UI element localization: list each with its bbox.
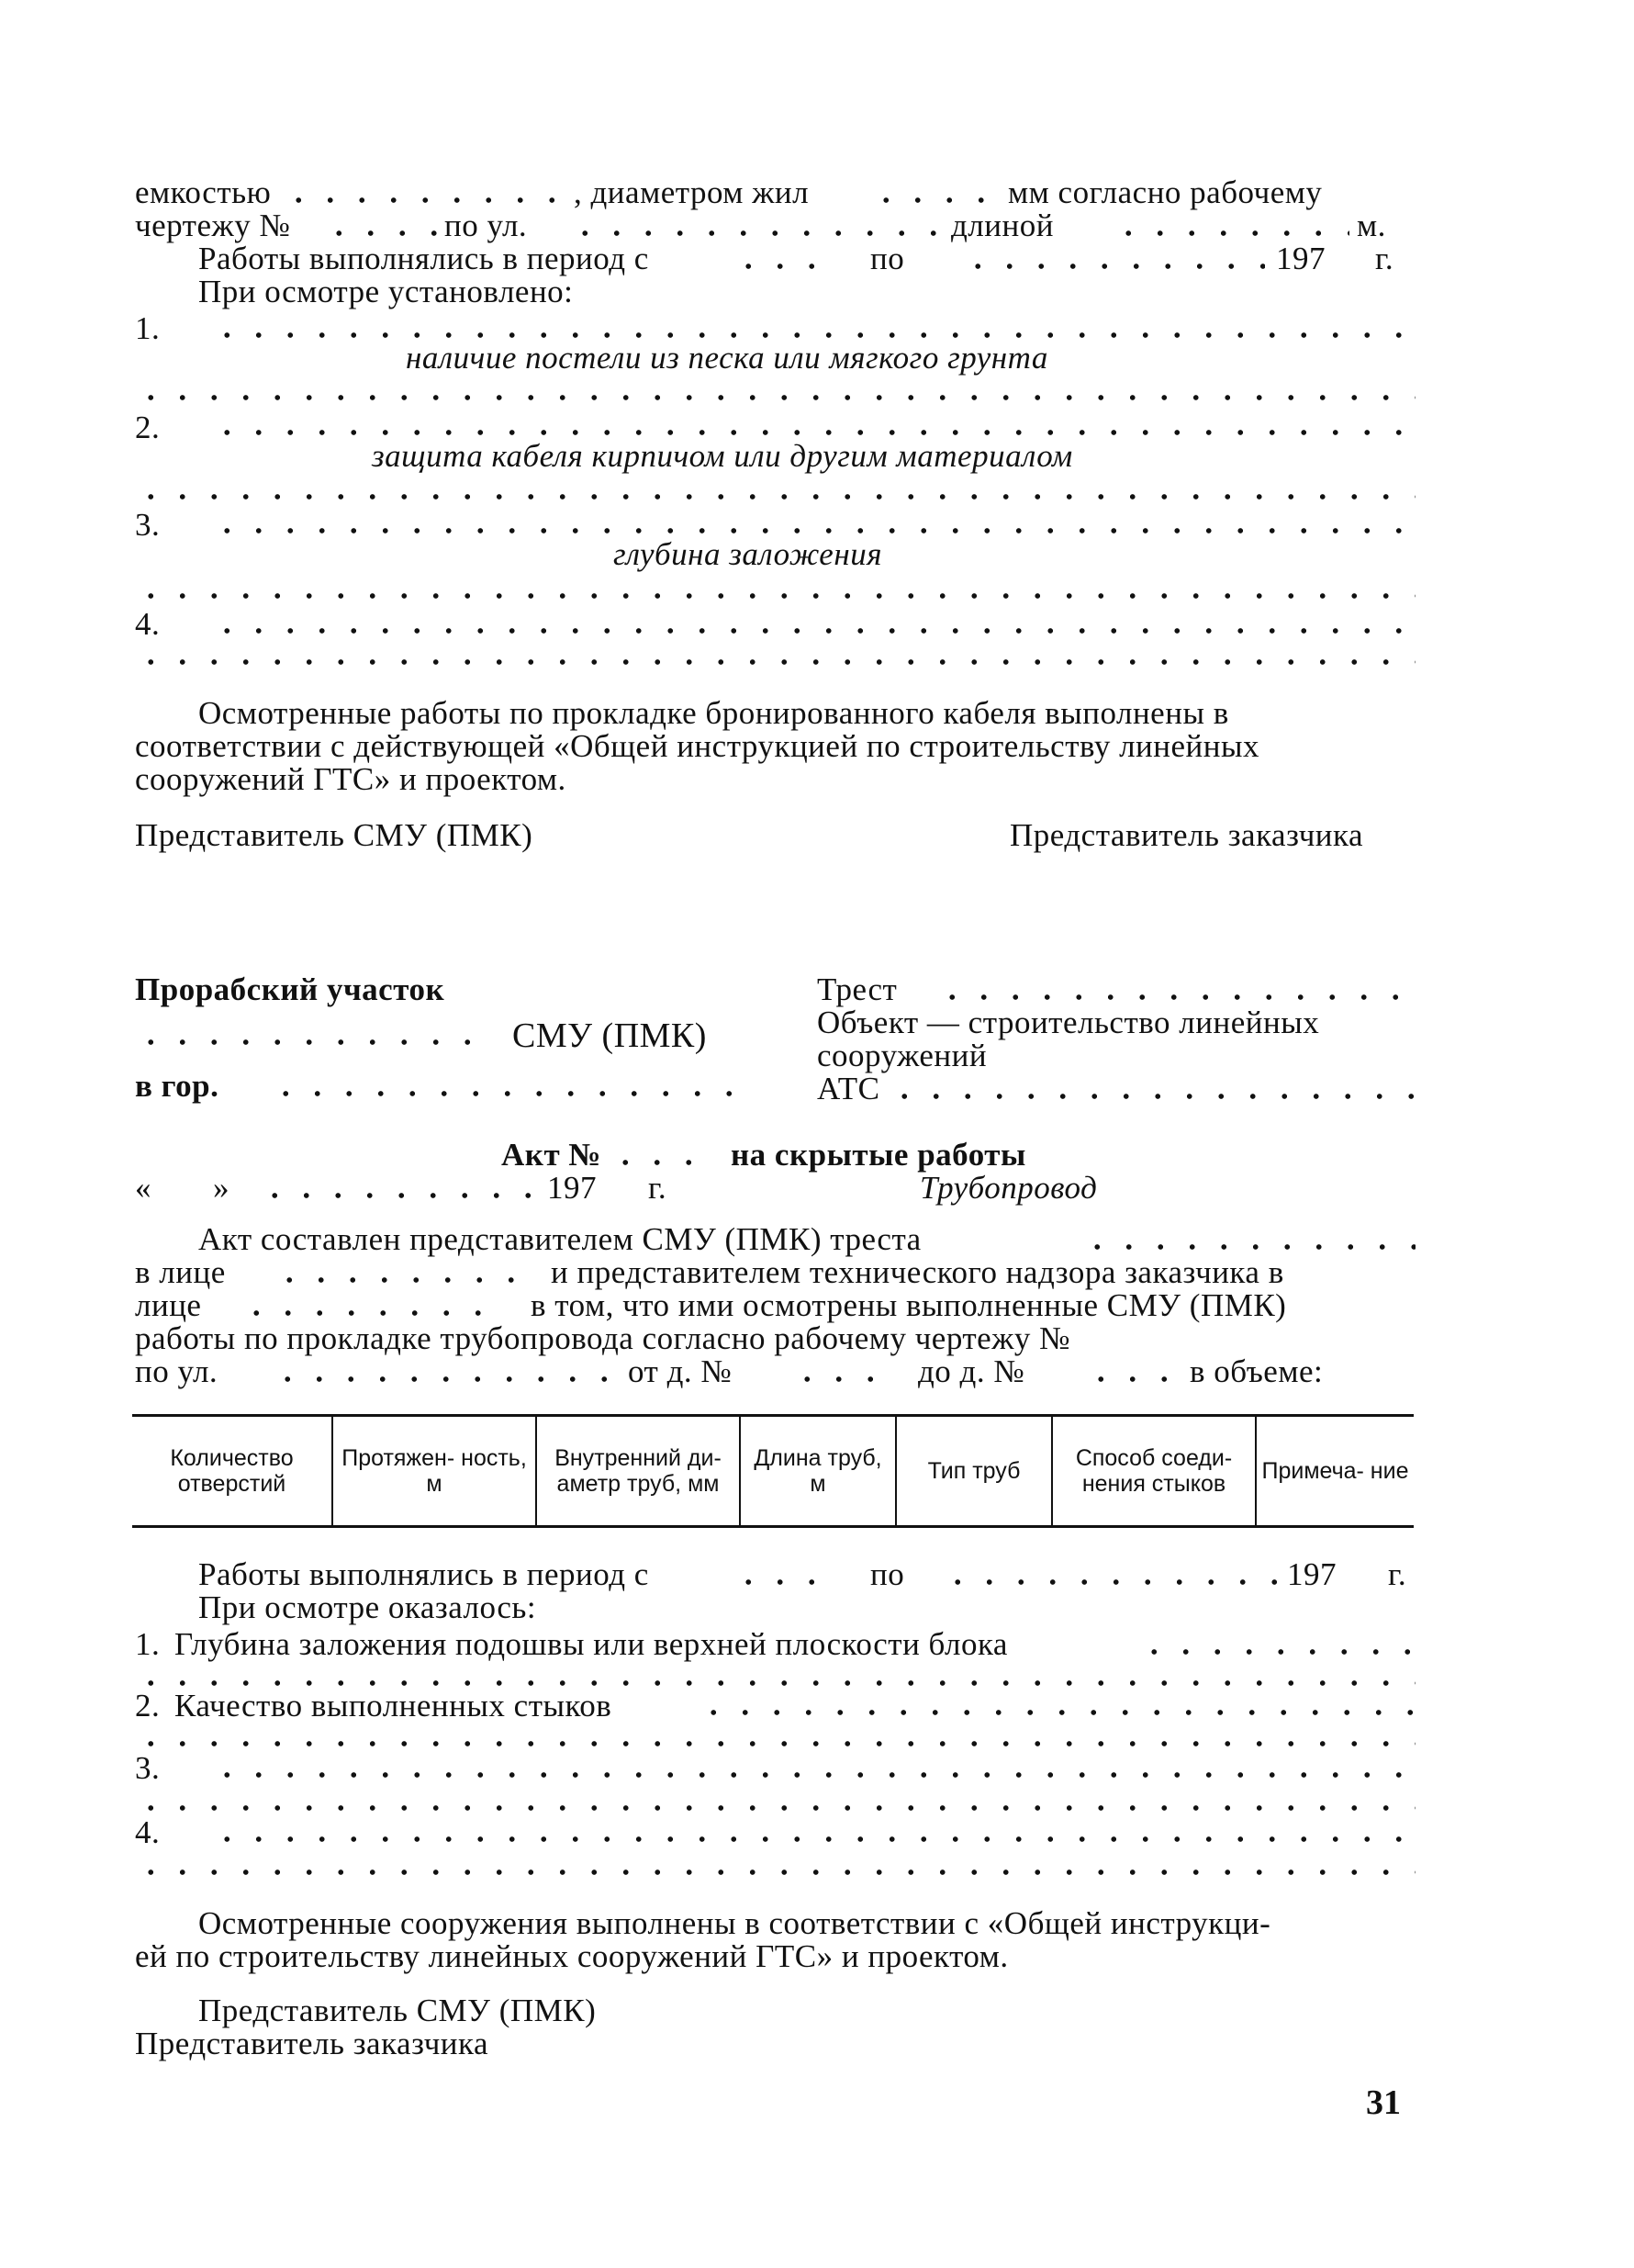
act1-conclusion-3: сооружений ГТС» и проектом. <box>135 761 566 797</box>
dot-leader <box>870 197 999 203</box>
act2-item-4-num: 4. <box>135 1814 161 1850</box>
dot-leader <box>733 1579 826 1585</box>
page-number: 31 <box>1366 2083 1401 2122</box>
dot-leader <box>135 1805 1416 1811</box>
dot-leader <box>135 1680 1416 1686</box>
act2-date-g: г. <box>648 1170 667 1206</box>
act2-p4: работы по прокладке трубопровода согласно рабочему чертежу № <box>135 1320 1071 1356</box>
dot-leader <box>274 1277 534 1283</box>
dot-leader <box>259 1193 532 1198</box>
act1-conclusion-1: Осмотренные работы по прокладке бронированного кабеля выполнены в <box>198 695 1229 731</box>
act1-conclusion-2: соответствии с действующей «Общей инструкцией по строительству линейных <box>135 728 1260 764</box>
act2-p1-a: Акт составлен представителем СМУ (ПМК) треста <box>198 1221 922 1257</box>
dot-leader <box>1138 1649 1416 1655</box>
dot-leader <box>936 994 1414 1000</box>
act1-period-year: 197 <box>1276 241 1326 276</box>
table-header-cell: Тип труб <box>896 1416 1052 1527</box>
dot-leader <box>1081 1244 1416 1250</box>
dot-leader <box>211 332 1416 338</box>
dot-leader <box>135 1741 1416 1746</box>
act2-period-b: по <box>870 1556 905 1592</box>
act2-p3-a: лице <box>135 1287 202 1323</box>
act1-line1-b: , диаметром жил <box>574 174 810 210</box>
dot-leader <box>942 1579 1281 1585</box>
act1-sign-right: Представитель заказчика <box>1010 817 1364 853</box>
table-header-row <box>132 1416 1414 1527</box>
dot-leader <box>323 230 439 236</box>
dot-leader <box>569 230 946 236</box>
dot-leader <box>211 628 1416 634</box>
act1-inspection-intro: При осмотре установлено: <box>198 274 574 309</box>
act2-conclusion-2: ей по строительству линейных сооружений ГТС» и проектом. <box>135 1938 1009 1974</box>
act2-title-a: Акт № <box>501 1137 602 1173</box>
dot-leader <box>272 1376 615 1382</box>
act2-period-year: 197 <box>1287 1556 1337 1592</box>
act2-p5-a: по ул. <box>135 1353 218 1389</box>
act2-sign-right: Представитель заказчика <box>135 2026 489 2061</box>
act1-line1-c: мм согласно рабочему <box>1008 174 1323 210</box>
act1-sign-left: Представитель СМУ (ПМК) <box>135 817 533 853</box>
act1-line2-d: м. <box>1357 208 1386 243</box>
act1-line1-a: емкостью <box>135 174 272 210</box>
table-header-cell: Внутренний ди- аметр труб, мм <box>536 1416 740 1527</box>
dot-leader <box>283 197 567 203</box>
act2-subject: Трубопровод <box>920 1170 1098 1206</box>
table-header-cell: Способ соеди- нения стыков <box>1052 1416 1256 1527</box>
table-header-cell: Количество отверстий <box>170 1445 294 1497</box>
dot-leader <box>1085 1376 1181 1382</box>
act2-item-1-num: 1. <box>135 1626 161 1662</box>
table-header-cell: Протяжен- ность, м <box>332 1416 536 1527</box>
dot-leader <box>211 1772 1416 1778</box>
act2-period-g: г. <box>1388 1556 1407 1592</box>
act1-period-b: по <box>870 241 905 276</box>
header-object-2: сооружений <box>817 1038 988 1073</box>
act1-line2-b: по ул. <box>444 208 528 243</box>
act2-date-close: » <box>213 1170 229 1206</box>
dot-leader <box>1113 230 1349 236</box>
dot-leader <box>135 659 1416 665</box>
act1-item-4-num: 4. <box>135 606 161 642</box>
dot-leader <box>241 1310 507 1316</box>
act1-period-g: г. <box>1375 241 1394 276</box>
works-table <box>132 1414 1414 1528</box>
dot-leader <box>211 528 1416 533</box>
dot-leader <box>135 593 1416 599</box>
act1-item-2-num: 2. <box>135 410 161 445</box>
header-trust: Трест <box>817 971 898 1007</box>
dot-leader <box>135 395 1416 400</box>
act2-item-2-num: 2. <box>135 1688 161 1723</box>
dot-leader <box>962 264 1265 269</box>
dot-leader <box>135 1039 475 1045</box>
act2-period-a: Работы выполнялись в период с <box>198 1556 649 1592</box>
header-city: в гор. <box>135 1068 219 1104</box>
act2-date-year: 197 <box>547 1170 597 1206</box>
act1-period-a: Работы выполнялись в период с <box>198 241 649 276</box>
act1-item-1-num: 1. <box>135 310 161 346</box>
act1-item-3-caption: глубина заложения <box>613 536 882 572</box>
act1-line2-a: чертежу № <box>135 208 291 243</box>
act2-sign-left: Представитель СМУ (ПМК) <box>198 1993 597 2028</box>
act2-item-1-text: Глубина заложения подошвы или верхней плоскости блока <box>174 1626 1008 1662</box>
act2-p3-b: в том, что ими осмотрены выполненные СМУ (ПМК) <box>531 1287 1287 1323</box>
act2-title-b: на скрытые работы <box>731 1137 1026 1173</box>
act2-item-3-num: 3. <box>135 1750 161 1786</box>
header-atc: АТС <box>817 1071 880 1106</box>
dot-leader <box>270 1091 747 1096</box>
act2-item-2-text: Качество выполненных стыков <box>174 1688 612 1723</box>
dot-leader <box>610 1160 705 1165</box>
act2-p5-c: до д. № <box>918 1353 1025 1389</box>
table-header-cell: Длина труб, м <box>740 1416 896 1527</box>
dot-leader <box>791 1376 887 1382</box>
act1-item-1-caption: наличие постели из песка или мягкого грунта <box>406 340 1048 376</box>
act2-p5-b: от д. № <box>628 1353 733 1389</box>
act2-inspection-intro: При осмотре оказалось: <box>198 1589 537 1625</box>
act1-item-3-num: 3. <box>135 507 161 543</box>
table-header-cell: Примеча- ние <box>1256 1416 1414 1527</box>
act2-p5-d: в объеме: <box>1190 1353 1324 1389</box>
header-smu: СМУ (ПМК) <box>512 1016 707 1055</box>
header-site: Прорабский участок <box>135 971 445 1007</box>
act1-item-2-caption: защита кабеля кирпичом или другим материалом <box>372 438 1073 474</box>
dot-leader <box>733 264 826 269</box>
dot-leader <box>211 430 1416 435</box>
header-object-1: Объект — строительство линейных <box>817 1005 1320 1040</box>
dot-leader <box>135 1869 1416 1875</box>
act1-line2-c: длиной <box>951 208 1054 243</box>
dot-leader <box>135 494 1416 500</box>
dot-leader <box>211 1836 1416 1842</box>
act2-date-open: « <box>135 1170 151 1206</box>
act2-p2-a: в лице <box>135 1254 226 1290</box>
act2-conclusion-1: Осмотренные сооружения выполнены в соответствии с «Общей инструкци- <box>198 1905 1271 1941</box>
dot-leader <box>698 1710 1416 1715</box>
act2-p2-b: и представителем технического надзора заказчика в <box>551 1254 1284 1290</box>
dot-leader <box>889 1094 1414 1099</box>
